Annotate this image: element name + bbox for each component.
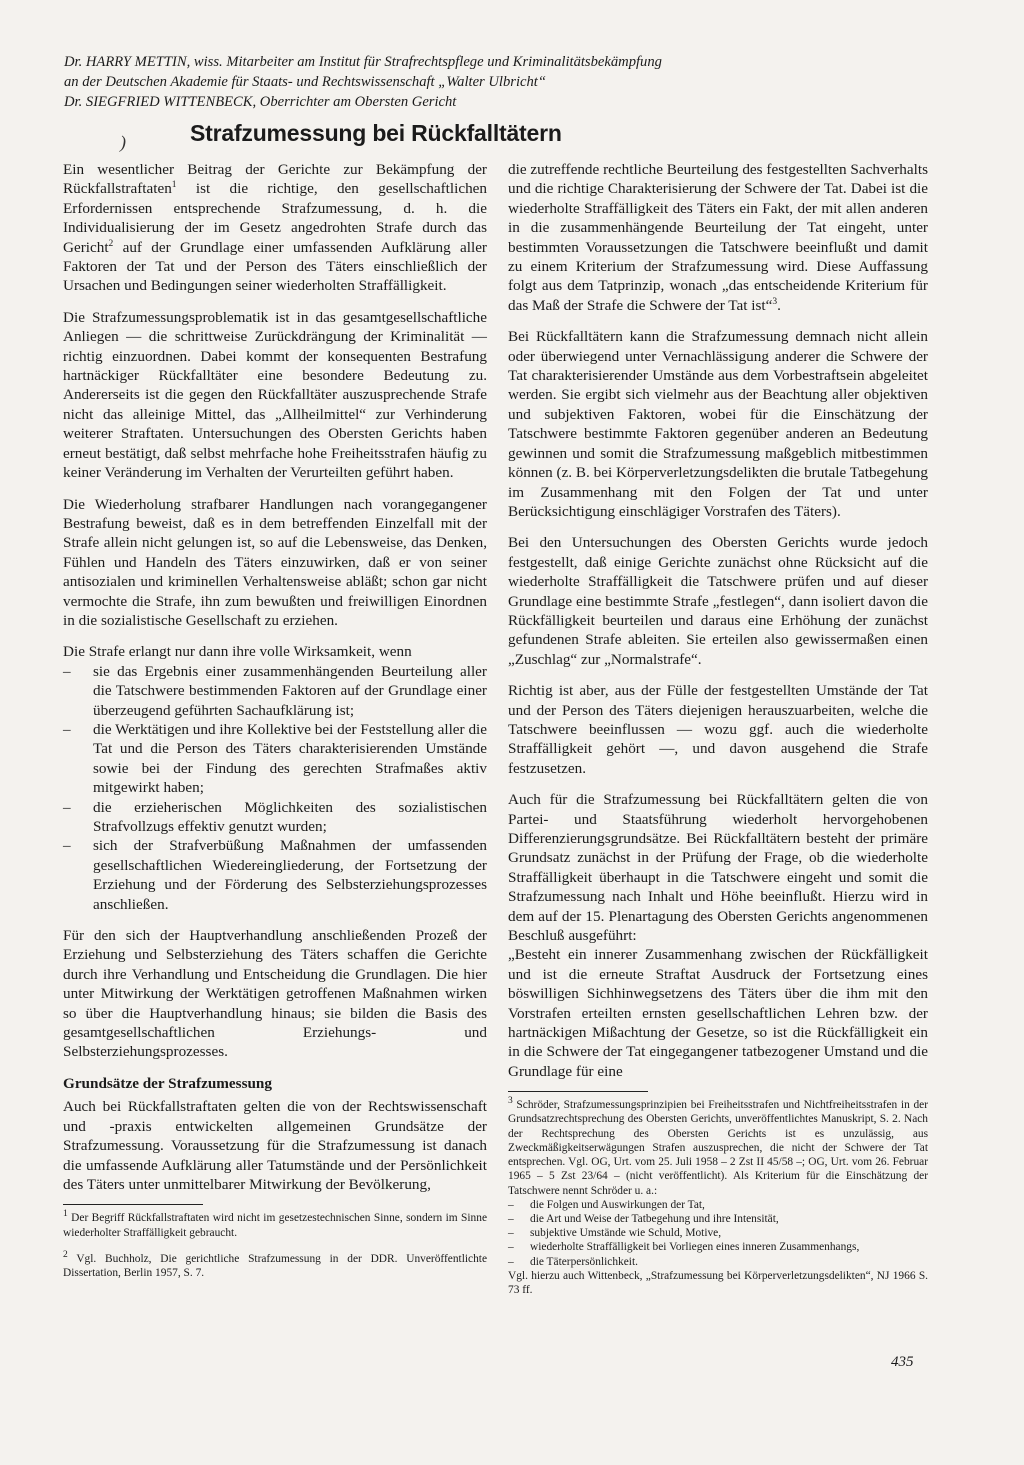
paragraph: Die Strafe erlangt nur dann ihre volle Wirksamkeit, wenn <box>63 643 412 661</box>
article-title: Strafzumessung bei Rückfalltätern <box>190 120 562 146</box>
quotation: „Besteht ein innerer Zusammenhang zwischen der Rückfälligkeit und ist die erneute Straftat Ausdruck der Fortsetzung eines böswilligen Sichhinwegsetzens des Täters über die ihm mit den Vorstrafen erteilten ernsten gesellschaftlichen Lehren bzw. der hartnäckigen Mißachtung der Gesetze, so ist die Rückfälligkeit ein in die Schwere der Tat eingegangener tatbezogener Umstand und die Grundlage für eine <box>508 946 928 1080</box>
paragraph: Bei den Untersuchungen des Obersten Gerichts wurde jedoch festgestellt, daß einige Gerichte zunächst ohne Rücksicht auf die wiederholte Straffälligkeit die Tatschwere prüfen und auf dieser Grundlage eine bestimmte Strafe „festlegen“, dann isoliert davon die Rückfälligkeit beurteilen und daraus eine Erhöhung der zunächst gefundenen Strafe ableiten. Sie erteilen also gewissermaßen einen „Zuschlag“ zur „Normalstrafe“. <box>508 534 928 668</box>
list-item: – die Art und Weise der Tatbegehung und ihre Intensität, <box>508 1212 928 1226</box>
section-heading: Grundsätze der Strafzumessung <box>63 1074 272 1092</box>
list-item: – subjektive Umstände wie Schuld, Motive, <box>508 1226 928 1240</box>
footnote-divider <box>63 1204 203 1205</box>
list-item: – die Täterpersönlichkeit. <box>508 1255 928 1269</box>
list-item: – wiederholte Straffälligkeit bei Vorliegen eines inneren Zusammenhangs, <box>508 1240 928 1254</box>
paragraph: Richtig ist aber, aus der Fülle der festgestellten Umstände der Tat und der Person des Täters diejenigen herauszuarbeiten, welche die Tatschwere beeinflussen — wozu ggf. auch die wiederholte Straffälligkeit gehört —, und davon ausgehend die Strafe festzusetzen. <box>508 682 928 777</box>
left-column <box>63 160 487 1292</box>
footnote-ref: 3 <box>772 296 778 307</box>
paragraph: Die Wiederholung strafbarer Handlungen nach vorangegangener Bestrafung beweist, daß es in dem betreffenden Einzelfall mit der Strafe allein nicht gelungen ist, so auf die Lebensweise, das Denken, Fühlen und Handeln des Täters einzuwirken, daß er von seiner antisozialen und kriminellen Verhaltensweise abläßt; schon gar nicht vermochte die Strafe, ihn zum bewußten und freiwilligen Einordnen in die sozialistische Gesellschaft zu erziehen. <box>63 495 487 629</box>
paragraph: Ein wesentlicher Beitrag der Gerichte zur Bekämpfung der Rückfallstraftaten$^1$ ist die richtige, den gesellschaftlichen Erfordernissen entsprechende Strafzumessung, d. h. die Individualisierung der im Gesetz angedrohten Strafe durch das Gericht$^2$ auf der Grundlage einer umfassenden Aufklärung aller Faktoren der Tat und der Person des Täters einschließlich der Ursachen und Bedingungen seiner wiederholten Straffälligkeit. <box>63 161 487 295</box>
footnote-divider <box>508 1091 648 1092</box>
list-item: – sich der Strafverbüßung Maßnahmen der umfassenden gesellschaftlichen Wiedereingliederung, der Fortsetzung der Erziehung und der Förderung des Selbsterziehungsprozesses anschließen. <box>63 836 487 914</box>
author-block <box>64 52 944 112</box>
author-line: an der Deutschen Akademie für Staats- und Rechtswissenschaft „Walter Ulbricht“ <box>64 74 546 90</box>
paragraph: die zutreffende rechtliche Beurteilung des festgestellten Sachverhalts und die richtige Charakterisierung der Schwere der Tat. Dabei ist die wiederholte Straffälligkeit des Täters ein Fakt, der mit allen anderen in die zusammenhängende Beurteilung der Tat eingeht, unter bestimmten Voraussetzungen die Tatschwere beeinflußt und damit zu einem Kriterium der Strafzumessung wird. Diese Auffassung folgt aus dem Tatprinzip, wonach „das entscheidende Kriterium für das Maß der Strafe die Schwere der Tat ist“$^3$. <box>508 161 928 314</box>
footnote-ref: 1 <box>171 180 177 191</box>
paragraph: Auch für die Strafzumessung bei Rückfalltätern gelten die von Partei- und Staatsführung wiederholt hervorgehobenen Differenzierungsgrundsätze. Bei Rückfalltätern besteht der primäre Grundsatz zunächst in der Prüfung der Frage, ob die wiederholte Straffälligkeit überhaupt in die Tatschwere eingeht und somit die Strafzumessung nach Inhalt und Höhe beeinflußt. Hierzu wird in dem auf der 15. Plenartagung des Obersten Gerichts angenommenen Beschluß ausgeführt: <box>508 791 928 945</box>
author-line: Dr. SIEGFRIED WITTENBECK, Oberrichter am Obersten Gericht <box>64 94 457 110</box>
footnote-list <box>508 1198 928 1269</box>
paragraph: Bei Rückfalltätern kann die Strafzumessung demnach nicht allein oder überwiegend unter Vernachlässigung anderer die Schwere der Tat charakterisierender Umstände aus dem Vorbestraftsein abgeleitet werden. Sie ergibt sich vielmehr aus der Beachtung aller objektiven und subjektiven Faktoren, wobei für die Einschätzung der Tatschwere bestimmte Faktoren gegenüber anderen an Bedeutung gewinnen und somit die Strafzumessung maßgeblich mitbestimmen können (z. B. bei Körperverletzungsdelikten die brutale Tatbegehung im Zusammenhang mit den Folgen der Tat und unter Berücksichtigung einschlägiger Vorstrafen des Täters). <box>508 328 928 520</box>
author-line: Dr. HARRY METTIN, wiss. Mitarbeiter am Institut für Strafrechtspflege und Kriminalitätsbekämpfung <box>64 54 662 70</box>
footnote: $^1$ Der Begriff Rückfallstraftaten wird nicht im gesetzestechnischen Sinne, sondern im Sinne wiederholter Straffälligkeit gebraucht. <box>63 1209 487 1239</box>
condition-list <box>63 662 487 914</box>
right-column <box>508 160 928 1309</box>
paragraph: Für den sich der Hauptverhandlung anschließenden Prozeß der Erziehung und Selbsterziehung des Täters schaffen die Gerichte durch ihre Verhandlung und Entscheidung die Grundlagen. Die hier unter Mitwirkung der Werktätigen getroffenen Maßnahmen wirken so über die Hauptverhandlung hinaus; sie bilden die Basis des gesamtgesellschaftlichen Erziehungs- und Selbsterziehungsprozesses. <box>63 927 487 1061</box>
paragraph: Die Strafzumessungsproblematik ist in das gesamtgesellschaftliche Anliegen — die schrittweise Zurückdrängung der Kriminalität — richtig einzuordnen. Dabei kommt der konsequenten Bestrafung hartnäckiger Rückfalltäter eine besondere Bedeutung zu. Andererseits ist die gegen den Rückfalltäter auszusprechende Strafe nicht das alleinige Mittel, das „Allheilmittel“ zur Verhinderung weiterer Straftaten. Untersuchungen des Obersten Gerichts haben erneut bestätigt, daß selbst mehrfache hohe Freiheitsstrafen häufig zu keiner Veränderung im Verhalten der Verurteilten geführt haben. <box>63 308 487 482</box>
margin-mark: ) <box>120 132 126 152</box>
list-item: – die erzieherischen Möglichkeiten des sozialistischen Strafvollzugs effektiv genutzt wurden; <box>63 798 487 837</box>
page-number: 435 <box>891 1354 914 1370</box>
list-item: – die Folgen und Auswirkungen der Tat, <box>508 1198 928 1212</box>
list-item: – die Werktätigen und ihre Kollektive bei der Feststellung aller die Tat und die Person des Täters charakterisierenden Umstände sowie bei der Findung des gerechten Strafmaßes aktiv mitgewirkt haben; <box>63 720 487 798</box>
footnote-ref: 2 <box>108 238 114 249</box>
footnote: Vgl. hierzu auch Wittenbeck, „Strafzumessung bei Körperverletzungsdelikten“, NJ 1966 S. 73 ff. <box>508 1269 928 1296</box>
paragraph: Auch bei Rückfallstraftaten gelten die von der Rechtswissenschaft und -praxis entwickelten allgemeinen Grundsätze der Strafzumessung. Voraussetzung für die Strafzumessung ist danach die umfassende Aufklärung aller Tatumstände und der Persönlichkeit des Täters unter unmittelbarer Mitwirkung der Bevölkerung, <box>63 1098 487 1193</box>
footnote: $^2$ Vgl. Buchholz, Die gerichtliche Strafzumessung in der DDR. Unveröffentlichte Dissertation, Berlin 1957, S. 7. <box>63 1249 487 1279</box>
footnote: $^3$ Schröder, Strafzumessungsprinzipien bei Freiheitsstrafen und Nichtfreiheitsstrafen in der Grundsatzrechtsprechung des Obersten Gerichts, unveröffentlichtes Manuskript, S. 2. Nach der Rechtsprechung des Obersten Gerichts ist es unzulässig, aus Zweckmäßigkeitserwägungen Strafen auszusprechen, die nicht der Schwere der Tat entsprechen. Vgl. OG, Urt. vom 25. Juli 1958 – 2 Zst II 45/58 –; OG, Urt. vom 26. Februar 1965 – 5 Zst 23/64 – (nicht veröffentlicht). Als Kriterium für die Einschätzung der Tatschwere nennt Schröder u. a.: <box>508 1096 928 1197</box>
list-item: – sie das Ergebnis einer zusammenhängenden Beurteilung aller die Tatschwere bestimmenden Faktoren auf der Grundlage einer überzeugend geführten Sachaufklärung ist; <box>63 662 487 720</box>
